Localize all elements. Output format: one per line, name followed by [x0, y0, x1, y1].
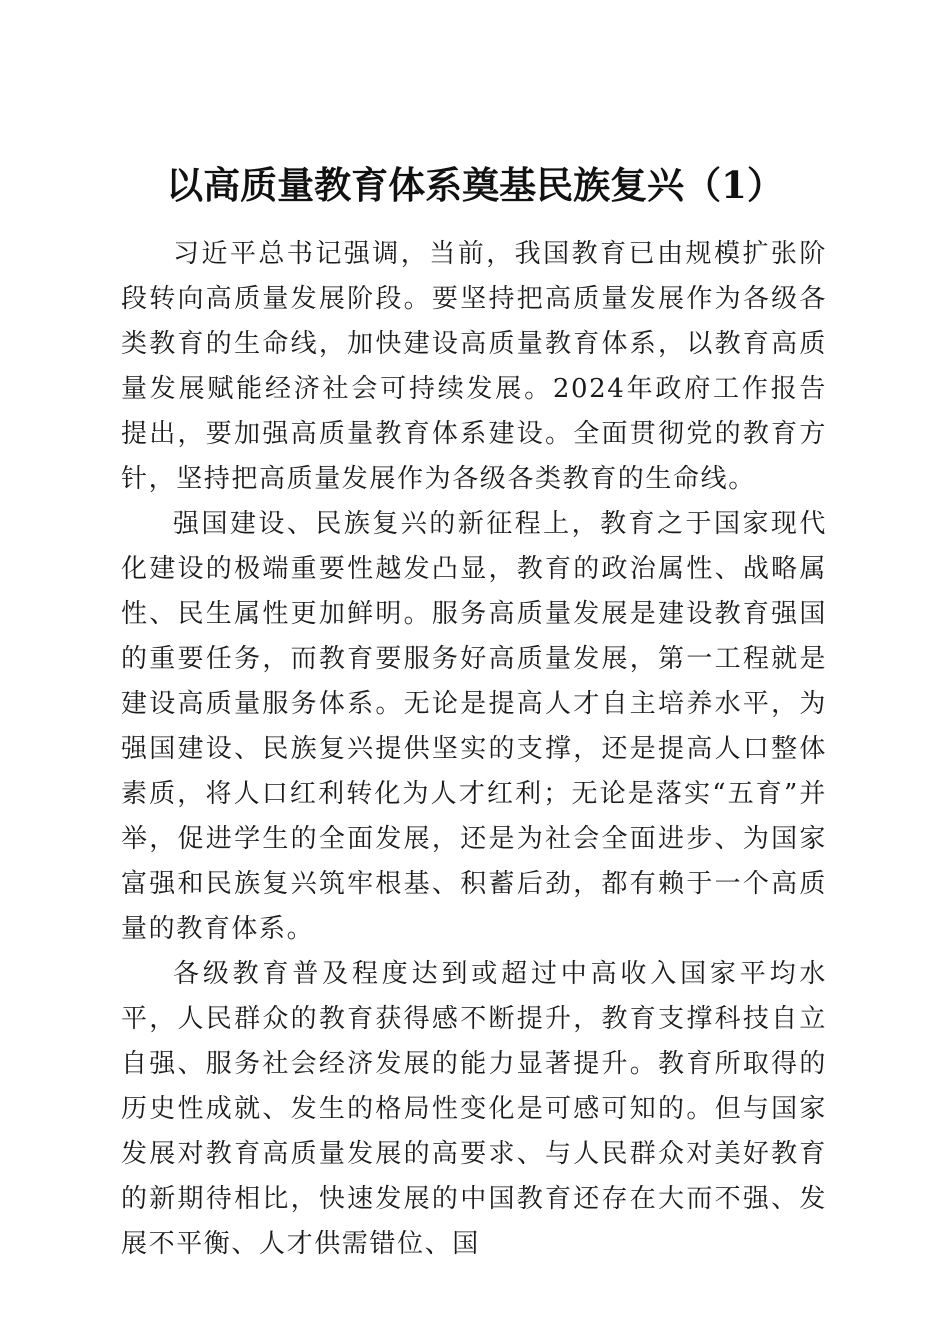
- paragraph-1: 习近平总书记强调，当前，我国教育已由规模扩张阶段转向高质量发展阶段。要坚持把高质量发展作为各级各类教育的生命线，加快建设高质量教育体系，以教育高质量发展赋能经济社会可持续发展。2024年政府工作报告提出，要加强高质量教育体系建设。全面贯彻党的教育方针，坚持把高质量发展作为各级各类教育的生命线。: [121, 239, 827, 494]
- document-body: [121, 232, 827, 1267]
- document-title: 以高质量教育体系奠基民族复兴（1）: [166, 162, 784, 207]
- paragraph-2: 强国建设、民族复兴的新征程上，教育之于国家现代化建设的极端重要性越发凸显，教育的政治属性、战略属性、民生属性更加鲜明。服务高质量发展是建设教育强国的重要任务，而教育要服务好高质量发展，第一工程就是建设高质量服务体系。无论是提高人才自主培养水平，为强国建设、民族复兴提供坚实的支撑，还是提高人口整体素质，将人口红利转化为人才红利；无论是落实“五育”并举，促进学生的全面发展，还是为社会全面进步、为国家富强和民族复兴筑牢根基、积蓄后劲，都有赖于一个高质量的教育体系。: [121, 509, 827, 944]
- paragraph-3: 各级教育普及程度达到或超过中高收入国家平均水平，人民群众的教育获得感不断提升，教育支撑科技自立自强、服务社会经济发展的能力显著提升。教育所取得的历史性成就、发生的格局性变化是可感可知的。但与国家发展对教育高质量发展的高要求、与人民群众对美好教育的新期待相比，快速发展的中国教育还存在大而不强、发展不平衡、人才供需错位、国: [121, 959, 827, 1259]
